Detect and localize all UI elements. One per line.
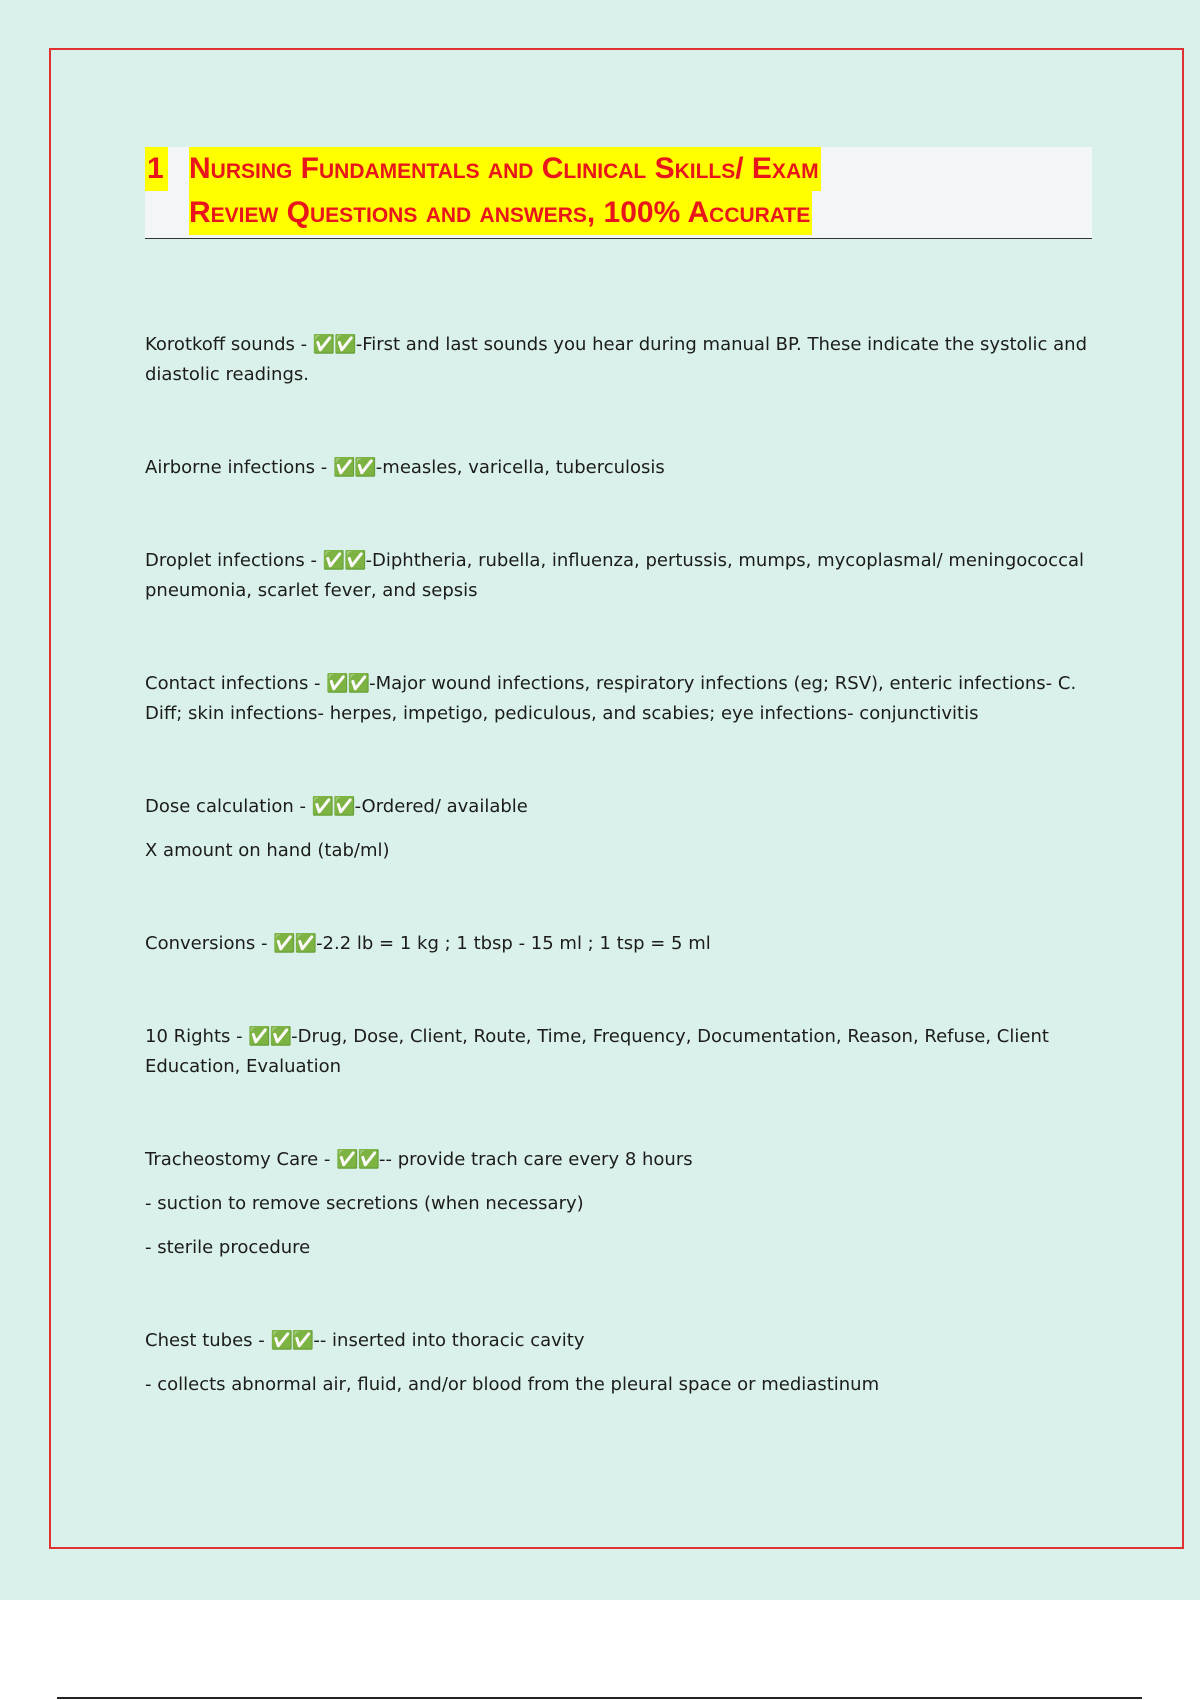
qa-answer-line: X amount on hand (tab/ml)	[145, 840, 390, 861]
double-check-icon: ✅✅	[336, 1149, 379, 1170]
qa-list	[145, 330, 1095, 1463]
qa-answer: -- inserted into thoracic cavity	[313, 1330, 585, 1351]
qa-answer: -Diphtheria, rubella, influenza, pertussis, mumps, mycoplasmal/ meningococcal pneumonia, scarlet fever, and sepsis	[145, 550, 1084, 601]
qa-answer: -- provide trach care every 8 hours	[378, 1149, 693, 1170]
qa-first-line	[145, 546, 1095, 606]
title-line-2: Review Questions and answers, 100% Accurate	[189, 191, 812, 235]
qa-answer: -2.2 lb = 1 kg ; 1 tbsp - 15 ml ; 1 tsp = 5 ml	[316, 933, 711, 954]
qa-first-line	[145, 1022, 1095, 1082]
qa-answer: -Ordered/ available	[354, 796, 528, 817]
qa-first-line	[145, 1145, 1095, 1175]
qa-term: Dose calculation -	[145, 796, 312, 817]
qa-term: Chest tubes -	[145, 1330, 271, 1351]
qa-item	[145, 1326, 1095, 1400]
qa-first-line	[145, 792, 1095, 822]
qa-item	[145, 669, 1095, 729]
qa-first-line	[145, 453, 1095, 483]
qa-item	[145, 546, 1095, 606]
qa-term: 10 Rights -	[145, 1026, 249, 1047]
qa-term: Airborne infections -	[145, 457, 333, 478]
qa-term: Tracheostomy Care -	[145, 1149, 337, 1170]
document-title	[145, 147, 1092, 239]
qa-first-line	[145, 1326, 1095, 1356]
qa-term: Korotkoff sounds -	[145, 334, 313, 355]
double-check-icon: ✅✅	[332, 457, 376, 478]
double-check-icon: ✅✅	[311, 796, 355, 817]
qa-item	[145, 330, 1095, 390]
footer-rule	[57, 1697, 1142, 1699]
double-check-icon: ✅✅	[248, 1026, 292, 1047]
qa-answer: -Drug, Dose, Client, Route, Time, Frequency, Documentation, Reason, Refuse, Client Education, Evaluation	[145, 1026, 1049, 1077]
heading-number: 1	[145, 147, 168, 191]
qa-first-line	[145, 669, 1095, 729]
double-check-icon: ✅✅	[322, 550, 366, 571]
double-check-icon: ✅✅	[326, 673, 370, 694]
qa-answer-line: - collects abnormal air, fluid, and/or blood from the pleural space or mediastinum	[145, 1374, 880, 1395]
qa-answer: -Major wound infections, respiratory infections (eg; RSV), enteric infections- C. Diff; skin infections- herpes, impetigo, pediculous, and scabies; eye infections- conjunctivitis	[145, 673, 1077, 724]
qa-term: Conversions -	[145, 933, 274, 954]
qa-term: Droplet infections -	[145, 550, 323, 571]
qa-answer-line: - sterile procedure	[145, 1237, 311, 1258]
title-line-1: Nursing Fundamentals and Clinical Skills/ Exam	[189, 147, 821, 191]
qa-item	[145, 792, 1095, 866]
double-check-icon: ✅✅	[273, 933, 317, 954]
qa-first-line	[145, 929, 1095, 959]
qa-answer: -First and last sounds you hear during manual BP. These indicate the systolic and diastolic readings.	[145, 334, 1087, 385]
qa-item	[145, 453, 1095, 483]
qa-item	[145, 1145, 1095, 1263]
qa-answer-line: - suction to remove secretions (when necessary)	[145, 1193, 584, 1214]
qa-first-line	[145, 330, 1095, 390]
double-check-icon: ✅✅	[312, 334, 356, 355]
qa-item	[145, 1022, 1095, 1082]
qa-item	[145, 929, 1095, 959]
qa-term: Contact infections -	[145, 673, 327, 694]
double-check-icon: ✅✅	[270, 1330, 314, 1351]
qa-answer: -measles, varicella, tuberculosis	[375, 457, 665, 478]
